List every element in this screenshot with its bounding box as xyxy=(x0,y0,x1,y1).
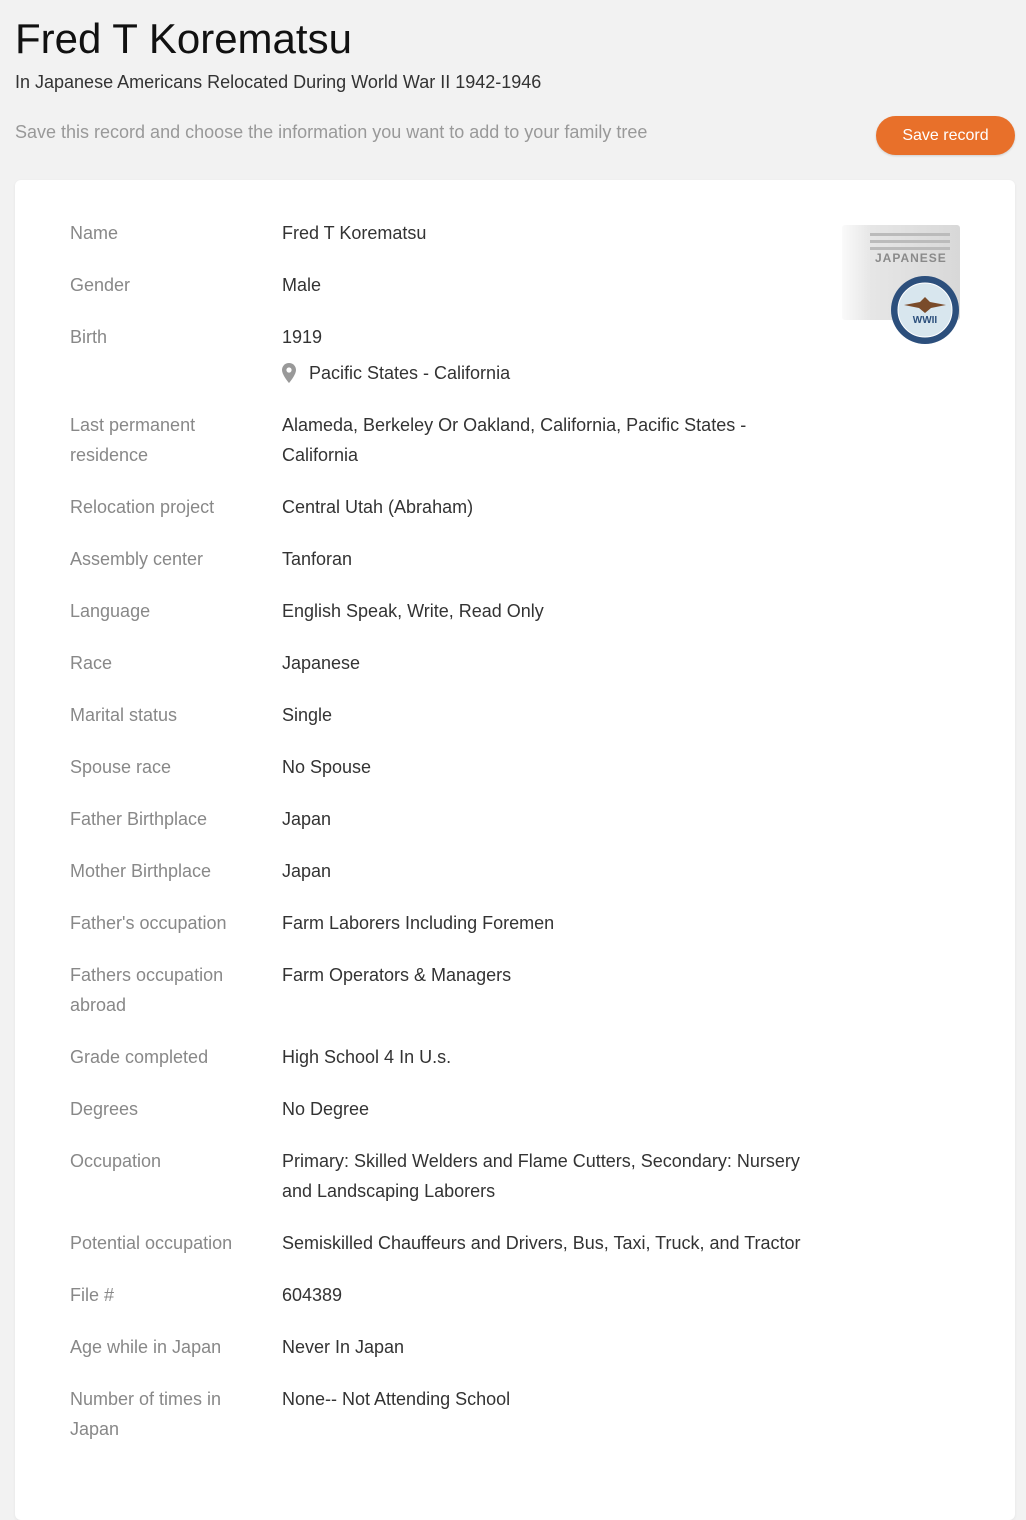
save-hint-text: Save this record and choose the information you want to add to your family tree xyxy=(15,122,648,142)
field-value: None-- Not Attending School xyxy=(282,1389,511,1409)
field-value: English Speak, Write, Read Only xyxy=(282,601,544,621)
field-label: Name xyxy=(70,223,119,243)
field-value: High School 4 In U.s. xyxy=(282,1047,452,1067)
field-label: File # xyxy=(70,1285,115,1305)
save-record-button[interactable]: Save record xyxy=(876,116,1015,155)
location-pin-icon xyxy=(282,363,296,383)
field-label: Potential occupation xyxy=(70,1233,233,1253)
record-card xyxy=(15,180,1015,1520)
field-row-marital-status xyxy=(70,700,810,730)
field-row-residence xyxy=(70,410,810,470)
field-value: Japan xyxy=(282,809,332,829)
birth-place xyxy=(282,358,810,388)
field-label: Relocation project xyxy=(70,497,215,517)
field-row-assembly-center xyxy=(70,544,810,574)
field-value: Japanese xyxy=(282,653,361,673)
field-row-occupation xyxy=(70,1146,810,1206)
field-label: Fathers occupation abroad xyxy=(70,965,224,1015)
birth-year: 1919 xyxy=(282,327,323,347)
field-row-father-occupation xyxy=(70,908,810,938)
field-value: No Spouse xyxy=(282,757,372,777)
field-row-birth xyxy=(70,322,810,388)
field-label: Last permanent residence xyxy=(70,415,196,465)
field-label: Marital status xyxy=(70,705,178,725)
birth-place-text: Pacific States - California xyxy=(309,363,511,383)
record-thumbnail[interactable] xyxy=(842,225,960,345)
collection-name[interactable]: In Japanese Americans Relocated During World War II 1942-1946 xyxy=(15,72,542,92)
field-label: Number of times in Japan xyxy=(70,1389,222,1439)
field-value: Semiskilled Chauffeurs and Drivers, Bus, Taxi, Truck, and Tractor xyxy=(282,1233,801,1253)
field-value: Farm Laborers Including Foremen xyxy=(282,913,555,933)
field-value: Fred T Korematsu xyxy=(282,223,427,243)
field-value: No Degree xyxy=(282,1099,370,1119)
field-value: Japan xyxy=(282,861,332,881)
page-title: Fred T Korematsu xyxy=(15,15,352,62)
field-row-age-in-japan xyxy=(70,1332,810,1362)
field-row-name xyxy=(70,218,810,248)
field-row-language xyxy=(70,596,810,626)
seal-label: WWII xyxy=(912,315,938,326)
field-row-father-birthplace xyxy=(70,804,810,834)
field-value xyxy=(282,322,810,388)
field-label: Occupation xyxy=(70,1151,162,1171)
record-fields xyxy=(70,218,810,1466)
field-value: Never In Japan xyxy=(282,1337,405,1357)
field-label: Degrees xyxy=(70,1099,139,1119)
field-label: Gender xyxy=(70,275,131,295)
field-label: Grade completed xyxy=(70,1047,209,1067)
field-value: Male xyxy=(282,275,322,295)
field-label: Race xyxy=(70,653,113,673)
field-label: Spouse race xyxy=(70,757,172,777)
field-row-relocation-project xyxy=(70,492,810,522)
field-value: Primary: Skilled Welders and Flame Cutters, Secondary: Nursery and Landscaping Laborers xyxy=(282,1151,800,1201)
field-row-father-occupation-abroad xyxy=(70,960,810,1020)
field-row-times-in-japan xyxy=(70,1384,810,1444)
field-value: Tanforan xyxy=(282,549,353,569)
field-row-file-number xyxy=(70,1280,810,1310)
field-row-degrees xyxy=(70,1094,810,1124)
field-row-race xyxy=(70,648,810,678)
field-value: Farm Operators & Managers xyxy=(282,965,512,985)
field-label: Father's occupation xyxy=(70,913,227,933)
field-value: Single xyxy=(282,705,333,725)
field-row-spouse-race xyxy=(70,752,810,782)
dod-seal-icon xyxy=(890,275,960,345)
field-value: Alameda, Berkeley Or Oakland, California, Pacific States - California xyxy=(282,415,747,465)
field-value: Central Utah (Abraham) xyxy=(282,497,474,517)
field-label: Language xyxy=(70,601,151,621)
field-label: Assembly center xyxy=(70,549,204,569)
field-label: Mother Birthplace xyxy=(70,861,212,881)
document-heading: JAPANESE xyxy=(875,251,947,265)
field-row-grade-completed xyxy=(70,1042,810,1072)
field-value: 604389 xyxy=(282,1285,343,1305)
field-label: Age while in Japan xyxy=(70,1337,222,1357)
field-label: Birth xyxy=(70,327,108,347)
field-row-potential-occupation xyxy=(70,1228,810,1258)
field-row-mother-birthplace xyxy=(70,856,810,886)
field-label: Father Birthplace xyxy=(70,809,208,829)
collection-subtitle xyxy=(15,70,541,94)
field-row-gender xyxy=(70,270,810,300)
